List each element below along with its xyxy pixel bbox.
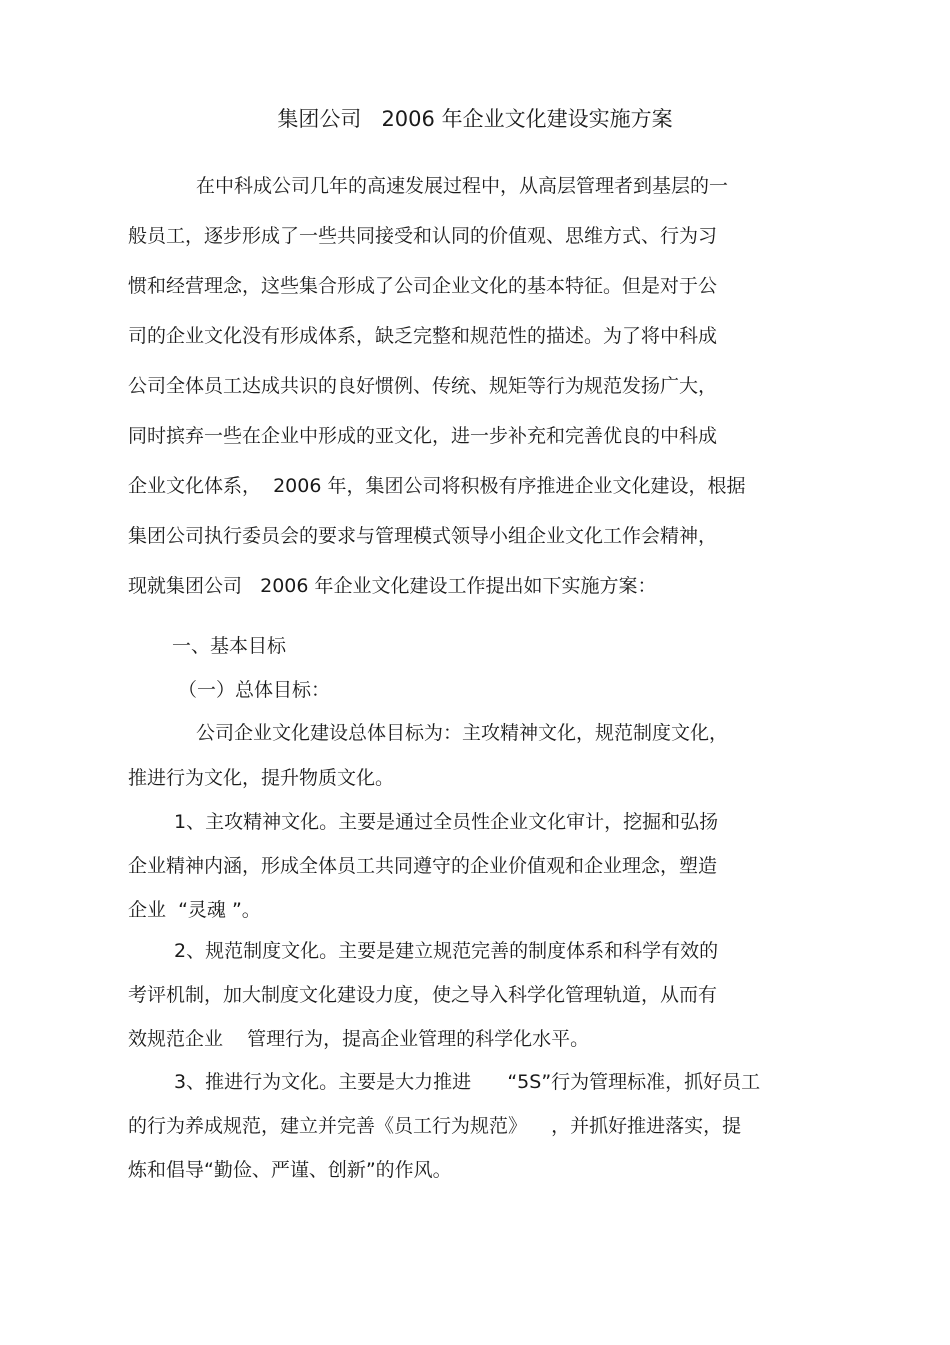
item3-line-3: 炼和倡导“勤俭、严谨、创新”的作风。 — [128, 1159, 452, 1181]
intro-line-2: 般员工，逐步形成了一些共同接受和认同的价值观、思维方式、行为习 — [128, 225, 718, 247]
document-title: 集团公司 2006 年企业文化建设实施方案 — [277, 107, 673, 131]
intro-line-3: 惯和经营理念，这些集合形成了公司企业文化的基本特征。但是对于公 — [128, 275, 718, 297]
intro-line-8: 集团公司执行委员会的要求与管理模式领导小组企业文化工作会精神， — [128, 525, 718, 547]
intro-line-4: 司的企业文化没有形成体系，缺乏完整和规范性的描述。为了将中科成 — [128, 325, 718, 347]
item3-line-1: 3、推进行为文化。主要是大力推进 “5S”行为管理标准，抓好员工 — [174, 1071, 761, 1093]
item3-line-2: 的行为养成规范，建立并完善《员工行为规范》 ，并抓好推进落实，提 — [128, 1115, 742, 1137]
overall-line-1: 公司企业文化建设总体目标为：主攻精神文化，规范制度文化， — [196, 722, 729, 744]
item1-line-2: 企业精神内涵，形成全体员工共同遵守的企业价值观和企业理念，塑造 — [128, 855, 718, 877]
section-heading-basic-goals: 一、基本目标 — [172, 635, 287, 657]
item2-line-1: 2、规范制度文化。主要是建立规范完善的制度体系和科学有效的 — [174, 940, 719, 962]
item1-line-3: 企业 “灵魂 ”。 — [128, 899, 261, 921]
overall-line-2: 推进行为文化，提升物质文化。 — [128, 767, 395, 789]
intro-line-6: 同时摈弃一些在企业中形成的亚文化，进一步补充和完善优良的中科成 — [128, 425, 718, 447]
item2-line-3: 效规范企业 管理行为，提高企业管理的科学化水平。 — [128, 1028, 590, 1050]
item1-line-1: 1、主攻精神文化。主要是通过全员性企业文化审计，挖掘和弘扬 — [174, 811, 719, 833]
subsection-heading-overall-goal: （一）总体目标： — [178, 679, 331, 701]
item2-line-2: 考评机制，加大制度文化建设力度，使之导入科学化管理轨道，从而有 — [128, 984, 718, 1006]
intro-line-9: 现就集团公司 2006 年企业文化建设工作提出如下实施方案： — [128, 575, 657, 597]
intro-line-7: 企业文化体系， 2006 年，集团公司将积极有序推进企业文化建设，根据 — [128, 475, 746, 497]
intro-line-5: 公司全体员工达成共识的良好惯例、传统、规矩等行为规范发扬广大， — [128, 375, 718, 397]
intro-line-1: 在中科成公司几年的高速发展过程中，从高层管理者到基层的一 — [196, 175, 729, 197]
